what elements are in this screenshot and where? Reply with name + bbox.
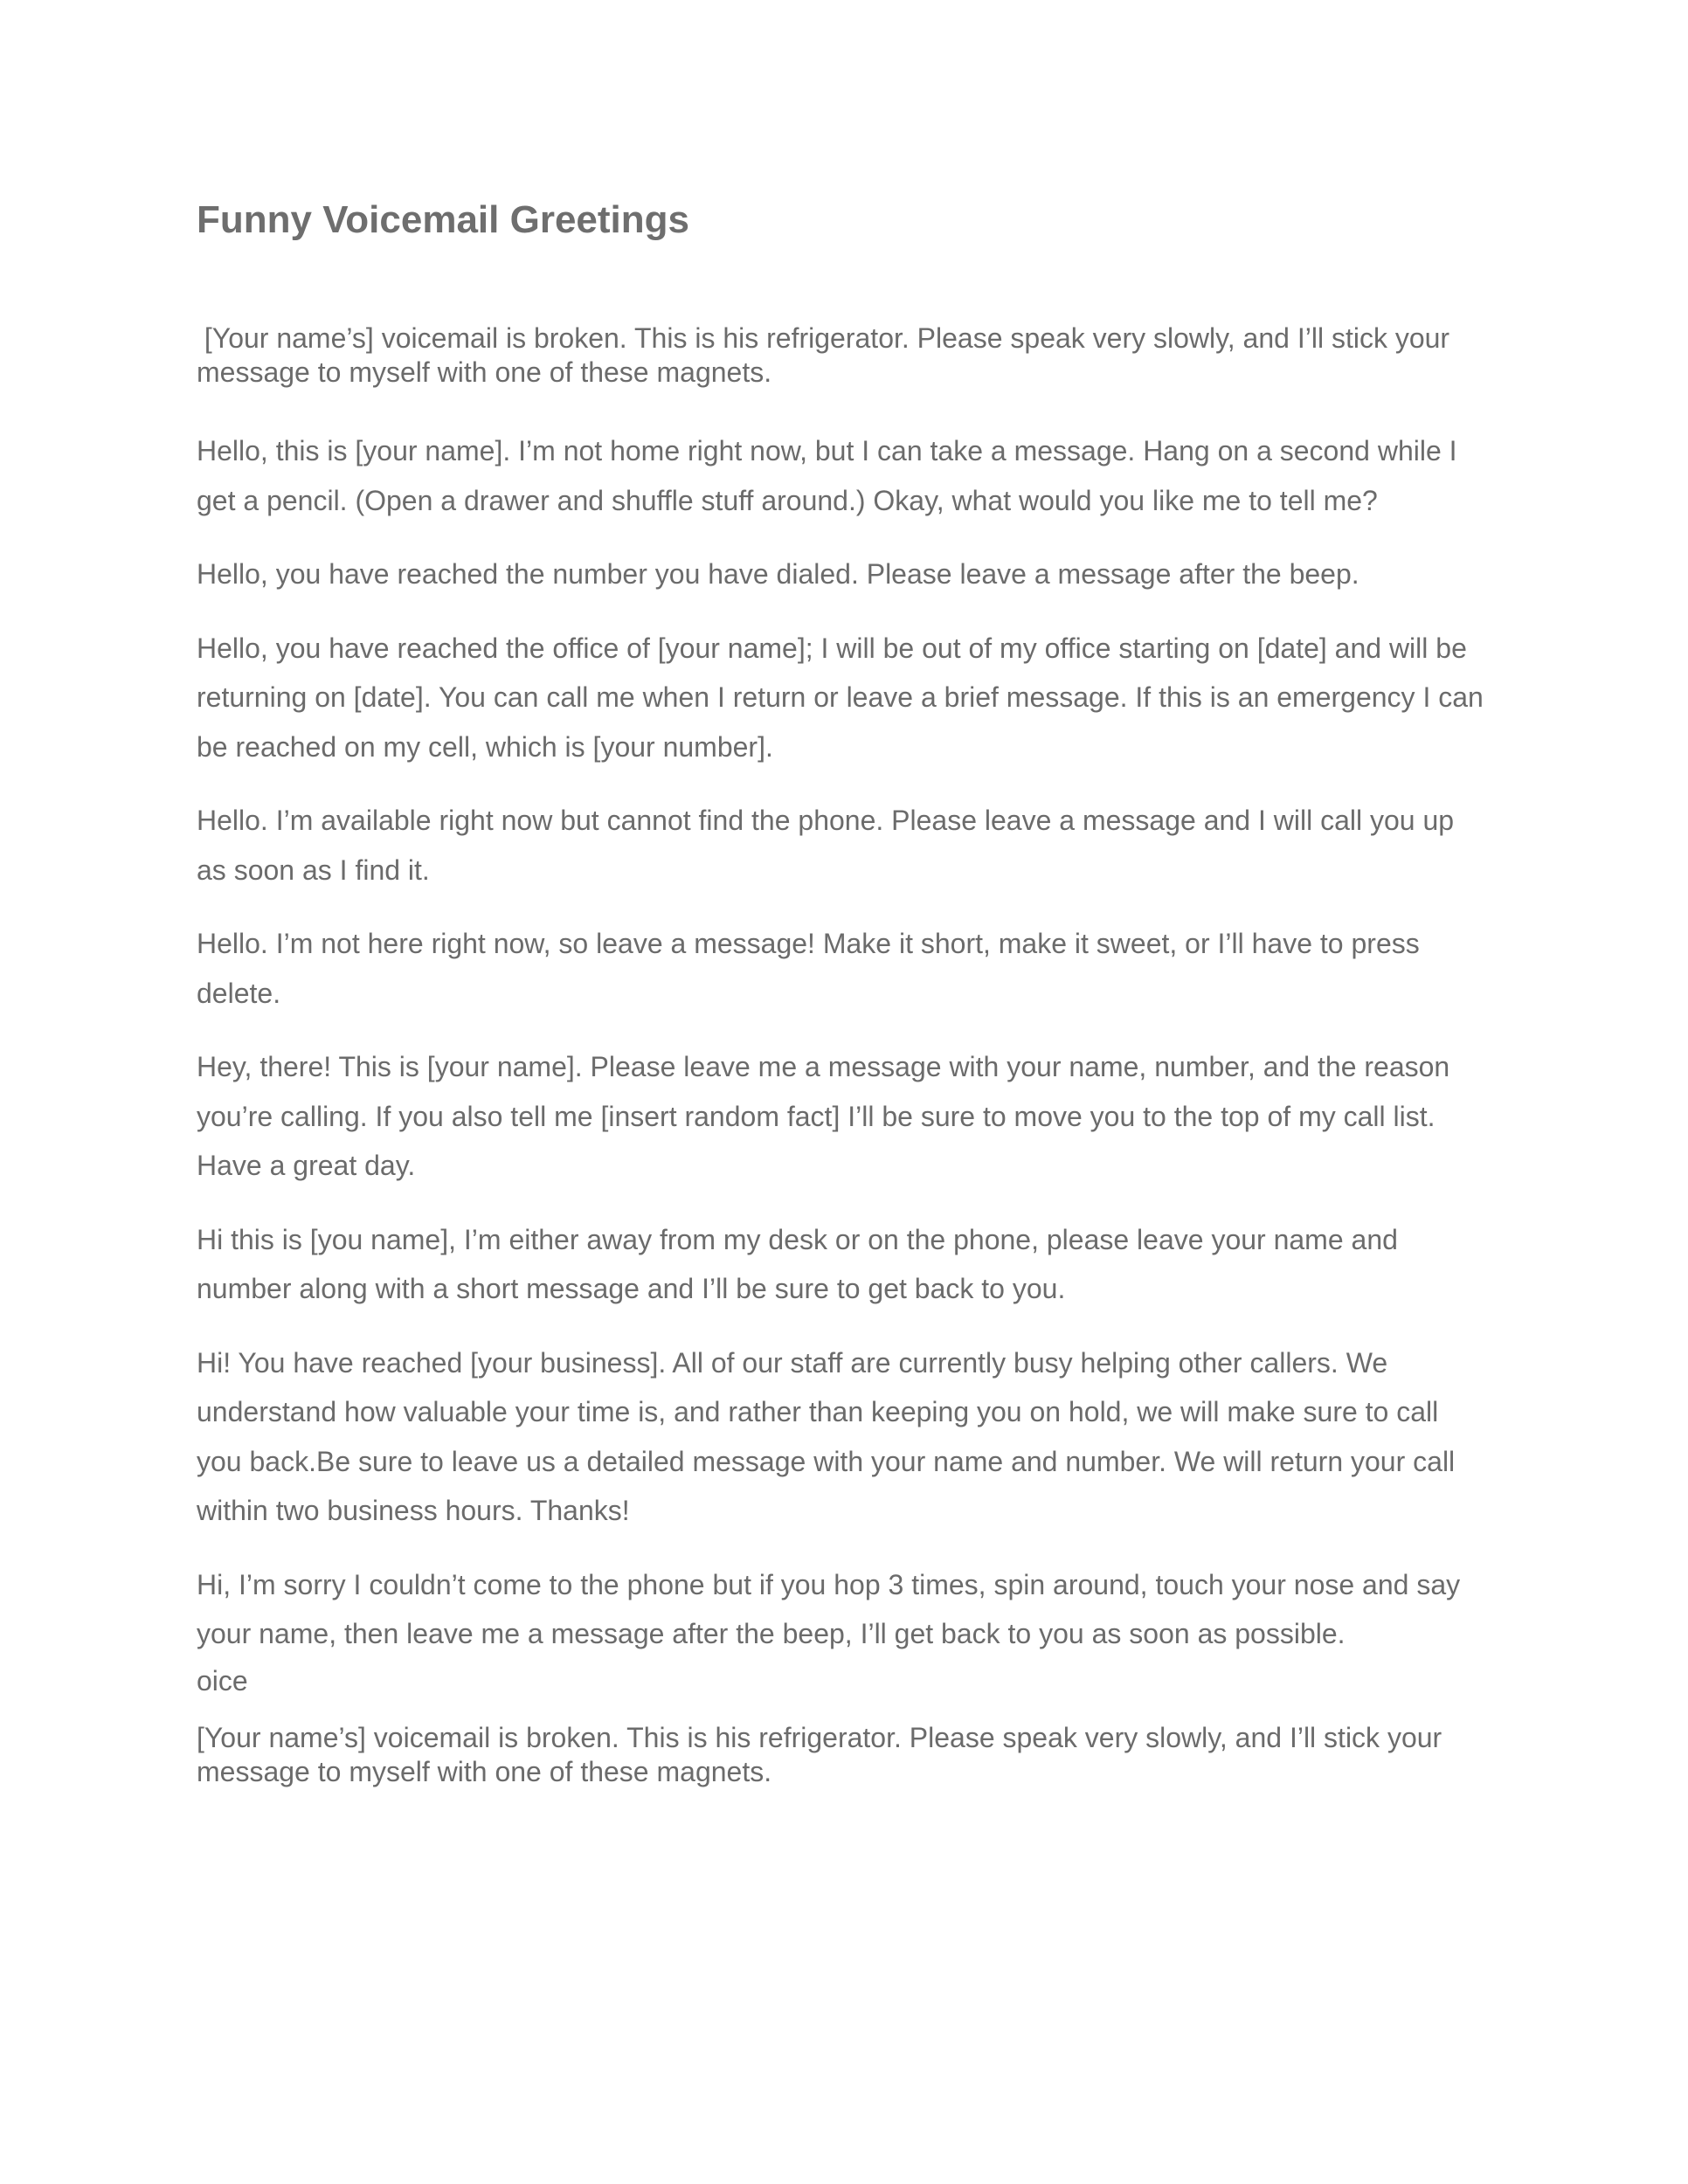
greeting-paragraph-9: Hi! You have reached [your business]. All of our staff are currently busy helping other callers. We understand how valuable your time is, and rather than keeping you on hold, we will make sure to call you back.Be sure to leave us a detailed message with your name and number. We will return your call within two business hours. Thanks! (197, 1346, 1456, 1526)
greeting-paragraph-2: Hello, this is [your name]. I’m not home right now, but I can take a message. Hang on a second while I get a pencil. (Open a drawer and shuffle stuff around.) Okay, what would you like me to tell me? (197, 435, 1457, 516)
greeting-paragraph-3: Hello, you have reached the number you have dialed. Please leave a message after the beep. (197, 558, 1359, 590)
document-body (197, 194, 1490, 1789)
greeting-paragraph-11: [Your name’s] voicemail is broken. This is his refrigerator. Please speak very slowly, and I’ll stick your message to myself with one of these magnets. (197, 1721, 1442, 1787)
greeting-paragraph-5: Hello. I’m available right now but cannot find the phone. Please leave a message and I will call you up as soon as I find it. (197, 805, 1455, 886)
greeting-paragraph-1: [Your name’s] voicemail is broken. This is his refrigerator. Please speak very slowly, and I’ll stick your message to myself with one of these magnets. (197, 322, 1457, 388)
greeting-paragraph-6: Hello. I’m not here right now, so leave a message! Make it short, make it sweet, or I’ll have to press delete. (197, 928, 1420, 1009)
greeting-paragraph-10: Hi, I’m sorry I couldn’t come to the phone but if you hop 3 times, spin around, touch your nose and say your name, then leave me a message after the beep, I’ll get back to you as soon as possible. (197, 1568, 1461, 1649)
greeting-paragraph-7: Hey, there! This is [your name]. Please leave me a message with your name, number, and the reason you’re calling. If you also tell me [insert random fact] I’ll be sure to move you to the top of my call list. Have a great day. (197, 1051, 1450, 1181)
greeting-paragraph-8: Hi this is [you name], I’m either away from my desk or on the phone, please leave your name and number along with a short message and I’ll be sure to get back to you. (197, 1223, 1398, 1304)
greeting-paragraph-4: Hello, you have reached the office of [your name]; I will be out of my office starting on [date] and will be returning on [date]. You can call me when I return or leave a brief message. If this is an emergency I can be reached on my cell, which is [your number]. (197, 632, 1484, 763)
stray-text-fragment: oice (197, 1664, 248, 1697)
document-title: Funny Voicemail Greetings (197, 198, 689, 241)
